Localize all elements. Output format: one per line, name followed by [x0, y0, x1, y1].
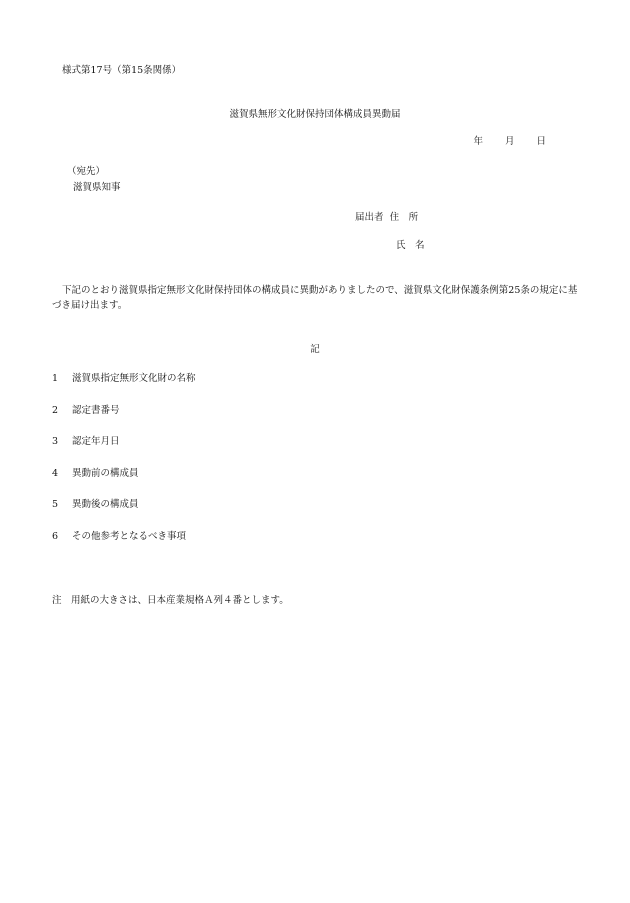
submitter-label: 届出者 — [355, 212, 384, 223]
submitter-address-line — [355, 213, 418, 223]
submitter-address-label: 住 所 — [389, 212, 419, 223]
item-label: 異動前の構成員 — [72, 467, 139, 479]
list-item — [52, 406, 196, 438]
date-year: 年 — [473, 136, 483, 147]
date-month: 月 — [504, 136, 515, 147]
list-item — [52, 500, 196, 532]
list-item — [52, 374, 196, 406]
date-day: 日 — [536, 136, 546, 147]
item-label: 異動後の構成員 — [72, 499, 139, 510]
body-text: 下記のとおり滋賀県指定無形文化財保持団体の構成員に異動がありましたので、滋賀県文化財保護条例第25条の規定に基づき届け出ます。 — [52, 285, 578, 311]
list-item — [52, 532, 196, 564]
date-line — [473, 137, 546, 147]
item-number: 3 — [52, 436, 59, 447]
list-item — [52, 437, 196, 469]
footnote: 注 用紙の大きさは、日本産業規格Ａ列４番とします。 — [52, 595, 289, 606]
item-label: 滋賀県指定無形文化財の名称 — [72, 373, 196, 384]
item-label: 認定年月日 — [72, 436, 120, 447]
form-number: 様式第17号（第15条関係） — [62, 65, 182, 76]
item-number: 6 — [52, 530, 59, 542]
addressee-name: 滋賀県知事 — [73, 182, 121, 193]
item-list — [52, 374, 196, 563]
item-label: 認定書番号 — [72, 404, 120, 416]
addressee-label: （宛先） — [67, 166, 106, 177]
item-number: 5 — [52, 499, 59, 510]
item-label: その他参考となるべき事項 — [72, 530, 187, 542]
item-number: 1 — [52, 373, 59, 384]
item-number: 2 — [52, 404, 59, 416]
document-title: 滋賀県無形文化財保持団体構成員異動届 — [229, 109, 401, 120]
list-item — [52, 469, 196, 501]
ki-heading: 記 — [310, 344, 320, 355]
item-number: 4 — [52, 467, 59, 479]
submitter-name-label: 氏 名 — [396, 240, 425, 251]
